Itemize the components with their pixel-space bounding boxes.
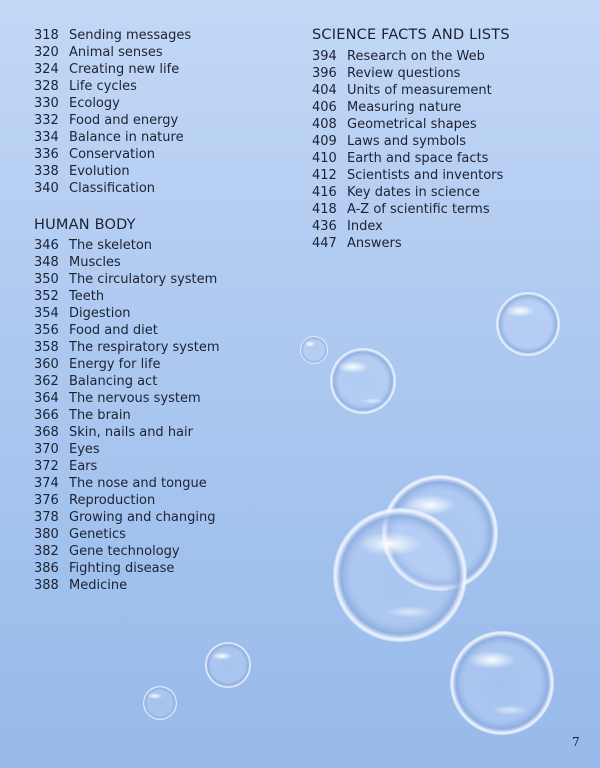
toc-title: Key dates in science xyxy=(347,185,480,200)
toc-page-number: 447 xyxy=(312,236,337,251)
toc-entry[interactable] xyxy=(34,288,294,305)
toc-entry[interactable] xyxy=(312,218,592,235)
toc-title: Conservation xyxy=(69,147,155,162)
toc-page-number: 372 xyxy=(34,459,59,474)
toc-title: Digestion xyxy=(69,306,131,321)
bubble-bottom-right xyxy=(450,631,554,735)
toc-entry[interactable] xyxy=(34,254,294,271)
toc-title: Evolution xyxy=(69,164,130,179)
toc-entry[interactable] xyxy=(312,167,592,184)
toc-title: Growing and changing xyxy=(69,510,216,525)
toc-entry[interactable] xyxy=(34,322,294,339)
toc-entry[interactable] xyxy=(34,129,294,146)
toc-title: Ears xyxy=(69,459,98,474)
right-column xyxy=(312,27,592,252)
toc-entry[interactable] xyxy=(312,150,592,167)
toc-page-number: 320 xyxy=(34,45,59,60)
toc-page-number: 380 xyxy=(34,527,59,542)
toc-entry[interactable] xyxy=(312,133,592,150)
toc-page-number: 352 xyxy=(34,289,59,304)
toc-entry[interactable] xyxy=(34,78,294,95)
toc-entry[interactable] xyxy=(312,65,592,82)
toc-page-number: 324 xyxy=(34,62,59,77)
toc-entry[interactable] xyxy=(34,424,294,441)
toc-title: Life cycles xyxy=(69,79,137,94)
toc-entry[interactable] xyxy=(34,146,294,163)
toc-entry[interactable] xyxy=(34,305,294,322)
toc-title: Creating new life xyxy=(69,62,180,77)
toc-page-number: 408 xyxy=(312,117,337,132)
toc-entry[interactable] xyxy=(34,526,294,543)
toc-title: Animal senses xyxy=(69,45,163,60)
toc-page-number: 410 xyxy=(312,151,337,166)
toc-page-number: 376 xyxy=(34,493,59,508)
bubble-large-front xyxy=(333,508,467,642)
toc-title: Classification xyxy=(69,181,156,196)
toc-page-number: 366 xyxy=(34,408,59,423)
toc-entry[interactable] xyxy=(34,356,294,373)
toc-entry[interactable] xyxy=(312,82,592,99)
toc-entry[interactable] xyxy=(34,577,294,594)
toc-page-number: 382 xyxy=(34,544,59,559)
toc-page-number: 358 xyxy=(34,340,59,355)
toc-entry[interactable] xyxy=(34,458,294,475)
toc-title: The respiratory system xyxy=(69,340,220,355)
toc-title: Ecology xyxy=(69,96,120,111)
toc-entry[interactable] xyxy=(34,560,294,577)
bubble-right xyxy=(496,292,560,356)
toc-page-number: 328 xyxy=(34,79,59,94)
toc-entry[interactable] xyxy=(34,44,294,61)
toc-page-number: 406 xyxy=(312,100,337,115)
toc-title: A-Z of scientific terms xyxy=(347,202,490,217)
toc-entry[interactable] xyxy=(312,48,592,65)
toc-entry[interactable] xyxy=(34,95,294,112)
toc-page-number: 336 xyxy=(34,147,59,162)
toc-page-number: 348 xyxy=(34,255,59,270)
toc-title: The nose and tongue xyxy=(69,476,207,491)
toc-title: Measuring nature xyxy=(347,100,462,115)
toc-page-number: 360 xyxy=(34,357,59,372)
page-number: 7 xyxy=(572,735,580,749)
toc-title: Balance in nature xyxy=(69,130,184,145)
bubble-large-back xyxy=(382,475,498,591)
toc-page-number: 330 xyxy=(34,96,59,111)
section-heading-human-body: HUMAN BODY xyxy=(34,217,136,233)
toc-list-human-body xyxy=(34,237,294,594)
toc-entry[interactable] xyxy=(34,390,294,407)
toc-title: Sending messages xyxy=(69,28,192,43)
bubble-mid xyxy=(330,348,396,414)
toc-entry[interactable] xyxy=(34,492,294,509)
toc-title: Fighting disease xyxy=(69,561,175,576)
toc-page-number: 364 xyxy=(34,391,59,406)
toc-entry[interactable] xyxy=(34,237,294,254)
toc-title: Research on the Web xyxy=(347,49,485,64)
toc-page-number: 436 xyxy=(312,219,337,234)
toc-page-number: 416 xyxy=(312,185,337,200)
bubble-small-left xyxy=(300,336,328,364)
toc-entry[interactable] xyxy=(312,184,592,201)
toc-page-number: 409 xyxy=(312,134,337,149)
toc-title: The circulatory system xyxy=(69,272,218,287)
toc-entry[interactable] xyxy=(34,112,294,129)
toc-title: Review questions xyxy=(347,66,461,81)
toc-title: Geometrical shapes xyxy=(347,117,477,132)
toc-list-continued xyxy=(34,27,294,197)
toc-title: Balancing act xyxy=(69,374,158,389)
toc-title: Answers xyxy=(347,236,402,251)
toc-title: Genetics xyxy=(69,527,126,542)
toc-title: Reproduction xyxy=(69,493,156,508)
toc-title: Earth and space facts xyxy=(347,151,489,166)
toc-page-number: 370 xyxy=(34,442,59,457)
toc-page-number: 412 xyxy=(312,168,337,183)
toc-page-number: 332 xyxy=(34,113,59,128)
toc-entry[interactable] xyxy=(34,27,294,44)
toc-entry[interactable] xyxy=(34,271,294,288)
toc-page-number: 350 xyxy=(34,272,59,287)
toc-entry[interactable] xyxy=(34,475,294,492)
section-heading-science-facts: SCIENCE FACTS AND LISTS xyxy=(312,27,510,43)
toc-entry[interactable] xyxy=(34,163,294,180)
toc-entry[interactable] xyxy=(34,543,294,560)
toc-page-number: 404 xyxy=(312,83,337,98)
toc-title: Food and diet xyxy=(69,323,158,338)
toc-title: Eyes xyxy=(69,442,100,457)
toc-entry[interactable] xyxy=(34,509,294,526)
toc-page-number: 378 xyxy=(34,510,59,525)
toc-entry[interactable] xyxy=(34,61,294,78)
toc-entry[interactable] xyxy=(34,180,294,197)
toc-entry[interactable] xyxy=(34,339,294,356)
toc-page-number: 396 xyxy=(312,66,337,81)
toc-page-number: 338 xyxy=(34,164,59,179)
toc-page-number: 340 xyxy=(34,181,59,196)
toc-page-number: 362 xyxy=(34,374,59,389)
toc-title: Teeth xyxy=(69,289,105,304)
toc-list-science-facts xyxy=(312,48,592,252)
toc-title: Index xyxy=(347,219,383,234)
toc-page-number: 386 xyxy=(34,561,59,576)
toc-entry[interactable] xyxy=(312,235,592,252)
toc-page-number: 318 xyxy=(34,28,59,43)
toc-title: Laws and symbols xyxy=(347,134,467,149)
toc-page-number: 388 xyxy=(34,578,59,593)
toc-title: Medicine xyxy=(69,578,128,593)
toc-title: Units of measurement xyxy=(347,83,492,98)
toc-entry[interactable] xyxy=(312,99,592,116)
toc-entry[interactable] xyxy=(34,373,294,390)
toc-title: Skin, nails and hair xyxy=(69,425,193,440)
toc-page-number: 374 xyxy=(34,476,59,491)
toc-page-number: 368 xyxy=(34,425,59,440)
toc-title: The skeleton xyxy=(69,238,153,253)
toc-page-number: 334 xyxy=(34,130,59,145)
toc-page-number: 394 xyxy=(312,49,337,64)
toc-title: Scientists and inventors xyxy=(347,168,504,183)
toc-title: Energy for life xyxy=(69,357,161,372)
bubble-tiny-bottom xyxy=(143,686,177,720)
toc-title: Gene technology xyxy=(69,544,180,559)
left-column xyxy=(34,27,294,594)
toc-page-number: 354 xyxy=(34,306,59,321)
toc-page-number: 418 xyxy=(312,202,337,217)
toc-entry[interactable] xyxy=(34,407,294,424)
bubble-small-bottom xyxy=(205,642,251,688)
toc-page-number: 346 xyxy=(34,238,59,253)
toc-entry[interactable] xyxy=(312,201,592,218)
toc-title: The nervous system xyxy=(69,391,201,406)
toc-title: Muscles xyxy=(69,255,121,270)
toc-page-number: 356 xyxy=(34,323,59,338)
toc-title: Food and energy xyxy=(69,113,179,128)
toc-title: The brain xyxy=(69,408,131,423)
toc-entry[interactable] xyxy=(34,441,294,458)
toc-entry[interactable] xyxy=(312,116,592,133)
